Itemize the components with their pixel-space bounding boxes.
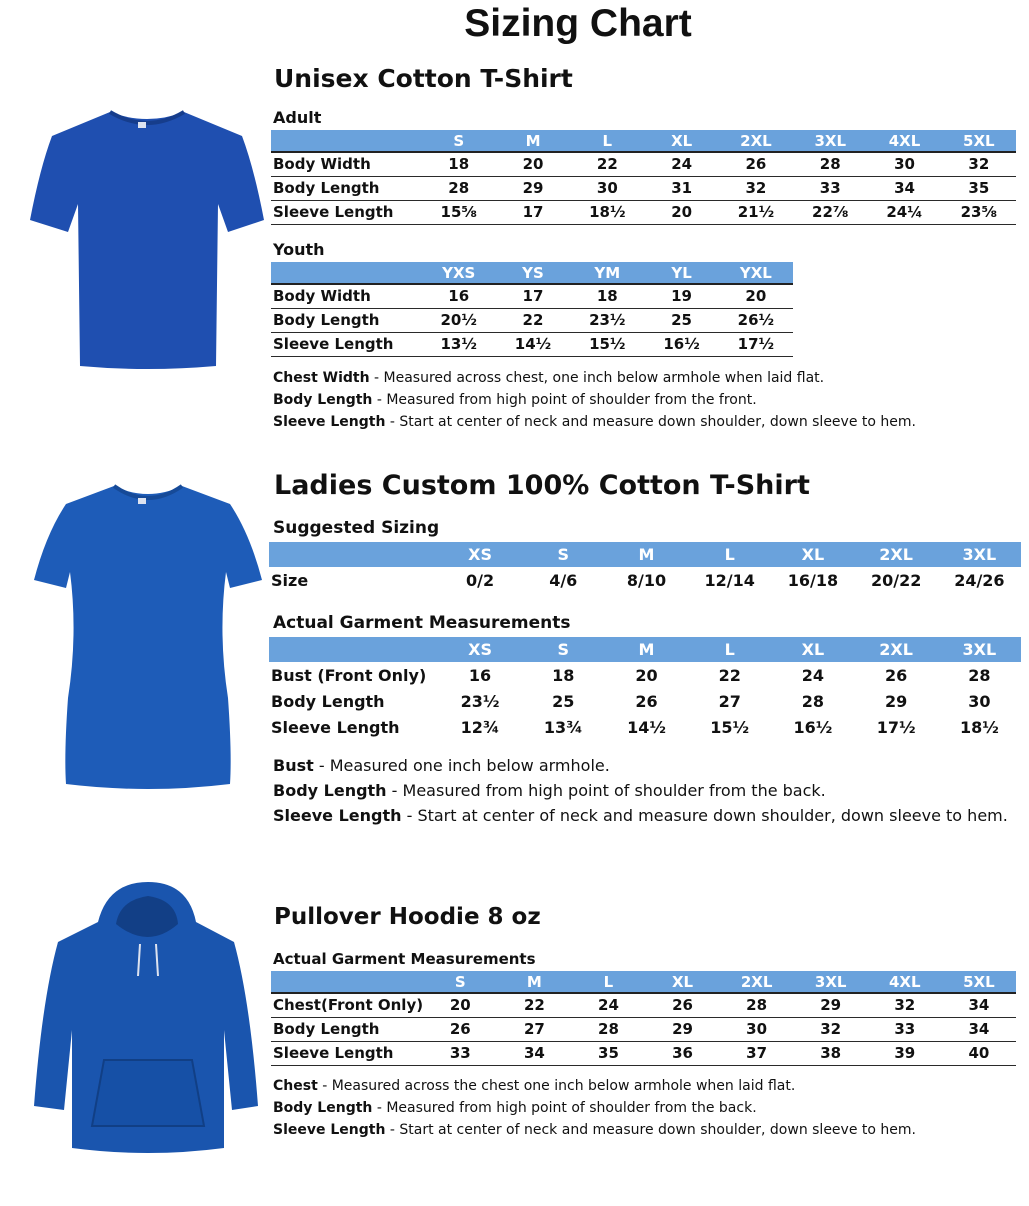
cell: 24/26 bbox=[954, 570, 1005, 590]
size-header: 2XL bbox=[855, 637, 938, 662]
cell: 13½ bbox=[422, 332, 496, 356]
size-header: YXS bbox=[422, 262, 496, 284]
cell: 32 bbox=[868, 993, 942, 1017]
cell: 35 bbox=[571, 1041, 645, 1065]
cell: 16½ bbox=[793, 717, 833, 737]
cell: 24 bbox=[644, 152, 718, 176]
cell: 4/6 bbox=[549, 570, 578, 590]
table-row bbox=[271, 308, 793, 332]
size-header: 5XL bbox=[942, 971, 1016, 993]
table-row bbox=[271, 1017, 1016, 1041]
cell: 15½ bbox=[710, 717, 750, 737]
page-title: Sizing Chart bbox=[464, 2, 692, 45]
cell: 20/22 bbox=[870, 570, 922, 590]
size-header: 2XL bbox=[855, 542, 938, 567]
ladies-tshirt-image bbox=[32, 484, 264, 792]
size-header: M bbox=[497, 971, 571, 993]
size-header: XL bbox=[771, 637, 854, 662]
size-header: 4XL bbox=[868, 971, 942, 993]
size-header: 4XL bbox=[867, 130, 941, 152]
cell: 23½ bbox=[460, 691, 500, 711]
size-header: YXL bbox=[719, 262, 793, 284]
cell: 18 bbox=[552, 665, 575, 685]
size-header: M bbox=[605, 542, 688, 567]
cell: 34 bbox=[942, 1017, 1016, 1041]
cell: 30 bbox=[570, 176, 644, 200]
table-row bbox=[271, 152, 1016, 176]
size-header: 3XL bbox=[793, 130, 867, 152]
row-label: Body Width bbox=[271, 152, 422, 176]
adult-size-table bbox=[271, 130, 1016, 225]
size-header: 5XL bbox=[942, 130, 1016, 152]
cell: 28 bbox=[801, 691, 825, 711]
adult-label: Adult bbox=[273, 108, 322, 127]
cell: 17 bbox=[496, 284, 570, 308]
row-label: Sleeve Length bbox=[271, 717, 400, 737]
ladies-actual-label: Actual Garment Measurements bbox=[273, 613, 571, 633]
cell: 26½ bbox=[719, 308, 793, 332]
cell: 26 bbox=[635, 691, 658, 711]
cell: 33 bbox=[868, 1017, 942, 1041]
cell: 30 bbox=[720, 1017, 794, 1041]
size-header: L bbox=[570, 130, 644, 152]
note-line: Chest - Measured across the chest one inch below armhole when laid flat. bbox=[273, 1078, 796, 1094]
size-header: L bbox=[571, 971, 645, 993]
cell: 40 bbox=[942, 1041, 1016, 1065]
cell: 8/10 bbox=[626, 570, 667, 590]
note-line: Body Length - Measured from high point of shoulder from the back. bbox=[273, 781, 826, 800]
row-label: Sleeve Length bbox=[271, 332, 422, 356]
cell: 29 bbox=[496, 176, 570, 200]
table-row bbox=[269, 662, 1021, 688]
size-header: YL bbox=[644, 262, 718, 284]
cell: 28 bbox=[968, 665, 991, 685]
row-label: Bust (Front Only) bbox=[271, 665, 427, 685]
size-header: S bbox=[522, 542, 605, 567]
cell: 16 bbox=[468, 665, 492, 685]
cell: 22 bbox=[570, 152, 644, 176]
cell: 25 bbox=[644, 308, 718, 332]
cell: 20 bbox=[423, 993, 497, 1017]
cell: 29 bbox=[885, 691, 908, 711]
cell: 26 bbox=[646, 993, 720, 1017]
row-label: Body Length bbox=[271, 308, 422, 332]
youth-label: Youth bbox=[273, 240, 325, 259]
cell: 16/18 bbox=[787, 570, 839, 590]
note-line: Sleeve Length - Start at center of neck and measure down shoulder, down sleeve to hem. bbox=[273, 414, 916, 430]
cell: 22 bbox=[718, 665, 741, 685]
unisex-tshirt-image bbox=[28, 108, 266, 370]
cell: 24 bbox=[571, 993, 645, 1017]
row-label: Sleeve Length bbox=[271, 1041, 423, 1065]
table-row bbox=[271, 200, 1016, 224]
cell: 35 bbox=[942, 176, 1016, 200]
size-header: 3XL bbox=[938, 542, 1021, 567]
table-row bbox=[271, 284, 793, 308]
cell: 26 bbox=[885, 665, 908, 685]
size-header: XS bbox=[438, 542, 521, 567]
cell: 18 bbox=[422, 152, 496, 176]
size-header: S bbox=[422, 130, 496, 152]
hoodie-actual-label: Actual Garment Measurements bbox=[273, 950, 536, 968]
cell: 28 bbox=[571, 1017, 645, 1041]
hoodie-image bbox=[28, 880, 262, 1166]
cell: 22⅞ bbox=[793, 200, 867, 224]
unisex-title: Unisex Cotton T-Shirt bbox=[274, 64, 573, 93]
cell: 31 bbox=[644, 176, 718, 200]
size-header: M bbox=[605, 637, 688, 662]
cell: 18½ bbox=[570, 200, 644, 224]
row-label: Chest(Front Only) bbox=[271, 993, 423, 1017]
table-row bbox=[269, 688, 1021, 714]
row-label: Body Length bbox=[271, 176, 422, 200]
suggested-size-table bbox=[269, 542, 1021, 593]
cell: 17½ bbox=[876, 717, 916, 737]
cell: 23⅝ bbox=[942, 200, 1016, 224]
cell: 33 bbox=[793, 176, 867, 200]
size-header: XL bbox=[646, 971, 720, 993]
size-header: XS bbox=[438, 637, 521, 662]
cell: 32 bbox=[942, 152, 1016, 176]
row-label: Size bbox=[271, 570, 309, 590]
table-header-row bbox=[269, 637, 1021, 662]
size-header: YS bbox=[496, 262, 570, 284]
ladies-notes bbox=[273, 753, 1008, 828]
cell: 24¼ bbox=[867, 200, 941, 224]
youth-size-table bbox=[271, 262, 793, 357]
cell: 26 bbox=[423, 1017, 497, 1041]
size-header: XL bbox=[771, 542, 854, 567]
cell: 30 bbox=[968, 691, 991, 711]
cell: 12/14 bbox=[704, 570, 755, 590]
cell: 26 bbox=[719, 152, 793, 176]
cell: 20 bbox=[635, 665, 658, 685]
cell: 20 bbox=[496, 152, 570, 176]
cell: 34 bbox=[497, 1041, 571, 1065]
cell: 28 bbox=[422, 176, 496, 200]
table-row bbox=[271, 332, 793, 356]
cell: 18 bbox=[570, 284, 644, 308]
cell: 17½ bbox=[719, 332, 793, 356]
cell: 0/2 bbox=[465, 570, 495, 590]
cell: 21½ bbox=[719, 200, 793, 224]
table-row bbox=[271, 176, 1016, 200]
size-header: S bbox=[423, 971, 497, 993]
cell: 28 bbox=[720, 993, 794, 1017]
unisex-notes bbox=[273, 367, 916, 433]
note-line: Chest Width - Measured across chest, one inch below armhole when laid flat. bbox=[273, 370, 825, 386]
row-label: Body Length bbox=[271, 691, 385, 711]
cell: 27 bbox=[718, 691, 741, 711]
table-header-row bbox=[271, 130, 1016, 152]
table-row bbox=[271, 993, 1016, 1017]
cell: 20½ bbox=[422, 308, 496, 332]
size-header: S bbox=[522, 637, 605, 662]
size-header: YM bbox=[570, 262, 644, 284]
cell: 20 bbox=[719, 284, 793, 308]
cell: 27 bbox=[497, 1017, 571, 1041]
cell: 17 bbox=[496, 200, 570, 224]
cell: 23½ bbox=[570, 308, 644, 332]
cell: 19 bbox=[644, 284, 718, 308]
cell: 16 bbox=[422, 284, 496, 308]
note-line: Bust - Measured one inch below armhole. bbox=[273, 756, 610, 775]
table-row bbox=[269, 567, 1021, 593]
size-header: 2XL bbox=[719, 130, 793, 152]
size-header: 3XL bbox=[794, 971, 868, 993]
size-header: L bbox=[688, 542, 771, 567]
note-line: Body Length - Measured from high point of shoulder from the front. bbox=[273, 392, 757, 408]
cell: 39 bbox=[868, 1041, 942, 1065]
cell: 16½ bbox=[644, 332, 718, 356]
cell: 18½ bbox=[959, 717, 999, 737]
cell: 25 bbox=[552, 691, 575, 711]
cell: 28 bbox=[793, 152, 867, 176]
cell: 29 bbox=[794, 993, 868, 1017]
row-label: Body Width bbox=[271, 284, 422, 308]
cell: 34 bbox=[867, 176, 941, 200]
cell: 12¾ bbox=[460, 717, 500, 737]
size-header: XL bbox=[644, 130, 718, 152]
cell: 34 bbox=[942, 993, 1016, 1017]
table-row bbox=[269, 714, 1021, 740]
cell: 22 bbox=[496, 308, 570, 332]
size-header: M bbox=[496, 130, 570, 152]
cell: 22 bbox=[497, 993, 571, 1017]
ladies-title: Ladies Custom 100% Cotton T-Shirt bbox=[274, 470, 810, 501]
cell: 20 bbox=[644, 200, 718, 224]
cell: 32 bbox=[794, 1017, 868, 1041]
table-header-row bbox=[271, 262, 793, 284]
cell: 15½ bbox=[570, 332, 644, 356]
cell: 38 bbox=[794, 1041, 868, 1065]
cell: 33 bbox=[423, 1041, 497, 1065]
note-line: Sleeve Length - Start at center of neck and measure down shoulder, down sleeve to hem. bbox=[273, 806, 1008, 825]
note-line: Sleeve Length - Start at center of neck and measure down shoulder, down sleeve to hem. bbox=[273, 1122, 916, 1138]
cell: 13¾ bbox=[543, 717, 583, 737]
table-row bbox=[271, 1041, 1016, 1065]
cell: 37 bbox=[720, 1041, 794, 1065]
ladies-measurement-table bbox=[269, 637, 1021, 740]
hoodie-measurement-table bbox=[271, 971, 1016, 1066]
cell: 24 bbox=[801, 665, 825, 685]
row-label: Body Length bbox=[271, 1017, 423, 1041]
cell: 30 bbox=[867, 152, 941, 176]
size-header: 2XL bbox=[720, 971, 794, 993]
table-header-row bbox=[271, 971, 1016, 993]
cell: 36 bbox=[646, 1041, 720, 1065]
table-header-row bbox=[269, 542, 1021, 567]
note-line: Body Length - Measured from high point of shoulder from the back. bbox=[273, 1100, 757, 1116]
size-header: L bbox=[688, 637, 771, 662]
cell: 15⅝ bbox=[422, 200, 496, 224]
cell: 32 bbox=[719, 176, 793, 200]
row-label: Sleeve Length bbox=[271, 200, 422, 224]
cell: 14½ bbox=[496, 332, 570, 356]
cell: 29 bbox=[646, 1017, 720, 1041]
hoodie-notes bbox=[273, 1075, 916, 1141]
size-header: 3XL bbox=[938, 637, 1021, 662]
hoodie-title: Pullover Hoodie 8 oz bbox=[274, 904, 541, 930]
cell: 14½ bbox=[627, 717, 666, 737]
suggested-sizing-label: Suggested Sizing bbox=[273, 518, 440, 538]
